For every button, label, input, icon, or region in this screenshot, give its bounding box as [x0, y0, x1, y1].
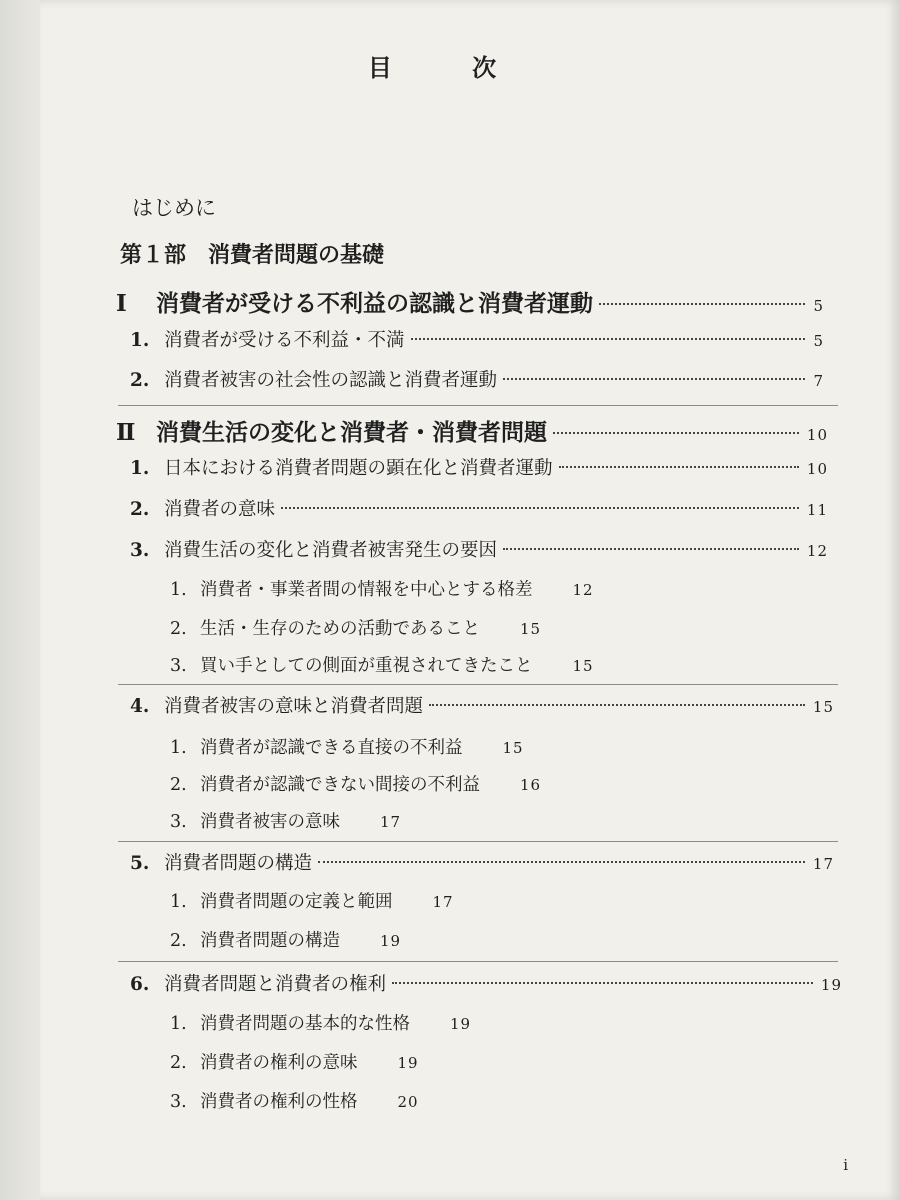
subsection-number: 1. [170, 1014, 187, 1034]
page-number: 19 [450, 1015, 472, 1033]
subsection-entry[interactable] [170, 888, 454, 913]
page-number: 19 [397, 1054, 419, 1072]
divider [118, 684, 838, 685]
page-number: 7 [813, 372, 824, 390]
subsection-entry[interactable] [170, 1010, 471, 1035]
page-number: 17 [432, 893, 454, 911]
intro-label: はじめに [132, 196, 216, 220]
subsection-number: 3. [170, 812, 187, 832]
section-number: 3. [130, 540, 150, 561]
section-entry[interactable] [130, 849, 834, 875]
page-number: 17 [380, 813, 402, 831]
subsection-number: 2. [170, 1053, 187, 1073]
part-heading [120, 238, 384, 269]
subsection-number: 3. [170, 1092, 187, 1112]
section-title: 消費者問題と消費者の権利 [164, 974, 387, 995]
section-number: 5. [130, 853, 150, 874]
section-title: 消費者の意味 [164, 499, 276, 520]
subsection-title: 消費者が認識できない間接の不利益 [200, 775, 480, 795]
subsection-title: 消費者問題の定義と範囲 [200, 892, 393, 912]
subsection-title: 消費者の権利の性格 [200, 1092, 358, 1112]
section-entry[interactable] [130, 692, 834, 718]
section-entry[interactable] [130, 970, 842, 996]
subsection-number: 2. [170, 619, 187, 639]
leader-dots [503, 378, 805, 380]
subsection-number: 2. [170, 931, 187, 951]
chapter-entry[interactable] [116, 414, 828, 447]
subsection-entry[interactable] [170, 808, 401, 833]
subsection-entry[interactable] [170, 576, 594, 601]
subsection-number: 3. [170, 656, 187, 676]
chapter-title: 消費者が受ける不利益の認識と消費者運動 [156, 290, 593, 317]
leader-dots [281, 507, 799, 509]
subsection-number: 1. [170, 892, 187, 912]
leader-dots [392, 982, 813, 984]
subsection-entry[interactable] [170, 615, 541, 640]
subsection-title: 消費者被害の意味 [200, 812, 340, 832]
subsection-entry[interactable] [170, 771, 541, 796]
section-entry[interactable] [130, 326, 824, 352]
page-number: 16 [520, 776, 542, 794]
page-number: 5 [813, 332, 824, 350]
section-title: 消費者が受ける不利益・不満 [164, 330, 405, 351]
section-number: 2. [130, 370, 150, 391]
leader-dots [553, 432, 799, 434]
subsection-entry[interactable] [170, 1049, 419, 1074]
page-title: 目 次 [367, 53, 533, 82]
section-entry[interactable] [130, 366, 824, 392]
section-title: 日本における消費者問題の顕在化と消費者運動 [164, 458, 553, 479]
page-number: 20 [397, 1093, 419, 1111]
section-number: 1. [130, 458, 150, 479]
divider [118, 405, 838, 406]
leader-dots [318, 861, 805, 863]
subsection-entry[interactable] [170, 734, 524, 759]
subsection-number: 2. [170, 775, 187, 795]
page-number: 5 [813, 297, 824, 315]
page-number: 11 [806, 501, 828, 519]
part-number: 第１部 [120, 242, 187, 268]
page-number: 17 [812, 855, 834, 873]
folio: i [843, 1156, 848, 1174]
subsection-entry[interactable] [170, 927, 401, 952]
page-number: 19 [380, 932, 402, 950]
section-entry[interactable] [130, 536, 828, 562]
page-number: 15 [812, 698, 834, 716]
page-number: 10 [806, 426, 828, 444]
leader-dots [429, 704, 805, 706]
page-number: 15 [502, 739, 524, 757]
leader-dots [599, 303, 805, 305]
section-number: 6. [130, 974, 150, 995]
subsection-number: 1. [170, 580, 187, 600]
subsection-entry[interactable] [170, 1088, 419, 1113]
divider [118, 961, 838, 962]
subsection-number: 1. [170, 738, 187, 758]
section-number: 1. [130, 330, 150, 351]
page-number: 19 [820, 976, 842, 994]
section-entry[interactable] [130, 495, 828, 521]
chapter-number: Ⅱ [116, 419, 136, 446]
section-entry[interactable] [130, 454, 828, 480]
page-edge [0, 0, 40, 1200]
subsection-title: 買い手としての側面が重視されてきたこと [200, 656, 533, 676]
section-number: 2. [130, 499, 150, 520]
intro-entry[interactable] [132, 192, 216, 222]
subsection-title: 消費者が認識できる直接の不利益 [200, 738, 463, 758]
page-number: 12 [806, 542, 828, 560]
subsection-entry[interactable] [170, 652, 594, 677]
page-number: 15 [572, 657, 594, 675]
section-title: 消費生活の変化と消費者被害発生の要因 [164, 540, 498, 561]
chapter-title: 消費生活の変化と消費者・消費者問題 [156, 419, 547, 446]
page-number: 12 [572, 581, 594, 599]
chapter-entry[interactable] [116, 285, 824, 318]
section-title: 消費者問題の構造 [164, 853, 313, 874]
leader-dots [503, 548, 799, 550]
section-number: 4. [130, 696, 150, 717]
subsection-title: 生活・生存のための活動であること [200, 619, 480, 639]
page-number: 15 [520, 620, 542, 638]
section-title: 消費者被害の社会性の認識と消費者運動 [164, 370, 498, 391]
divider [118, 841, 838, 842]
subsection-title: 消費者問題の基本的な性格 [200, 1014, 410, 1034]
subsection-title: 消費者の権利の意味 [200, 1053, 358, 1073]
subsection-title: 消費者問題の構造 [200, 931, 340, 951]
chapter-number: Ⅰ [116, 290, 127, 317]
leader-dots [559, 466, 799, 468]
section-title: 消費者被害の意味と消費者問題 [164, 696, 424, 717]
subsection-title: 消費者・事業者間の情報を中心とする格差 [200, 580, 533, 600]
part-title: 消費者問題の基礎 [208, 242, 385, 268]
page-number: 10 [806, 460, 828, 478]
leader-dots [411, 338, 806, 340]
